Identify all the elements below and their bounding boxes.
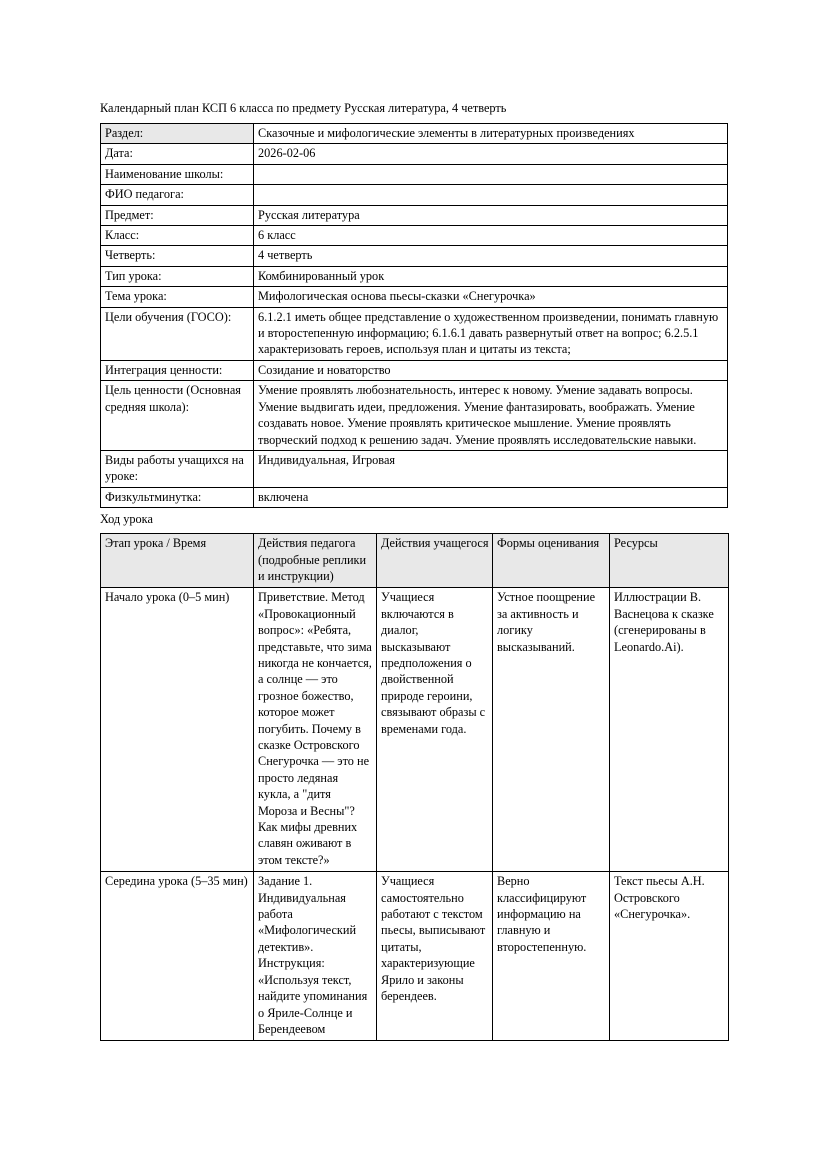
info-row-label: Физкультминутка: (101, 487, 254, 507)
plan-cell-resources: Иллюстрации В. Васнецова к сказке (сгенерированы в Leonardo.Ai). (610, 588, 729, 872)
document-content (100, 100, 728, 1041)
plan-cell-student: Учащиеся самостоятельно работают с текстом пьесы, выписывают цитаты, характеризующие Ярило и законы берендеев. (377, 872, 493, 1041)
plan-header-row (101, 534, 729, 588)
info-row-label: Интеграция ценности: (101, 360, 254, 380)
lesson-plan-body (101, 588, 729, 1041)
plan-column-header: Ресурсы (610, 534, 729, 588)
plan-cell-student: Учащиеся включаются в диалог, высказывают предположения о двойственной природе героини, связывают образы с временами года. (377, 588, 493, 872)
plan-cell-teacher: Приветствие. Метод «Провокационный вопрос»: «Ребята, представьте, что зима никогда не кончается, а солнце — это грозное божество, которое может погубить. Почему в сказке Островского Снегурочка — это не просто ледяная кукла, а "дитя Мороза и Весны"? Как мифы древних славян оживают в этом тексте?» (254, 588, 377, 872)
table-row (101, 588, 729, 872)
plan-cell-stage: Середина урока (5–35 мин) (101, 872, 254, 1041)
plan-cell-assessment: Верно классифицируют информацию на главную и второстепенную. (493, 872, 610, 1041)
info-row-value: Умение проявлять любознательность, интерес к новому. Умение задавать вопросы. Умение выдвигать идеи, предложения. Умение фантазировать, воображать. Умение создавать новое. Умение проявлять критическое мышление. Умение проявлять творческий подход к решению задач. Умение проявлять исследовательские навыки. (254, 381, 728, 451)
plan-column-header: Действия педагога (подробные реплики и инструкции) (254, 534, 377, 588)
lesson-info-body (101, 124, 728, 508)
info-row (101, 450, 728, 487)
info-row-label: Цель ценности (Основная средняя школа): (101, 381, 254, 451)
info-row-value: Русская литература (254, 205, 728, 225)
lesson-info-table (100, 123, 728, 508)
info-row-value: Сказочные и мифологические элементы в литературных произведениях (254, 124, 728, 144)
table-row (101, 872, 729, 1041)
info-row-value: включена (254, 487, 728, 507)
info-row (101, 266, 728, 286)
plan-column-header: Этап урока / Время (101, 534, 254, 588)
info-row-value: Созидание и новаторство (254, 360, 728, 380)
info-row (101, 185, 728, 205)
plan-cell-stage: Начало урока (0–5 мин) (101, 588, 254, 872)
info-row (101, 381, 728, 451)
info-row-label: Предмет: (101, 205, 254, 225)
info-row (101, 246, 728, 266)
info-row-value: 4 четверть (254, 246, 728, 266)
info-row-label: ФИО педагога: (101, 185, 254, 205)
info-row-label: Четверть: (101, 246, 254, 266)
info-row (101, 124, 728, 144)
info-row-label: Виды работы учащихся на уроке: (101, 450, 254, 487)
info-row-value: Мифологическая основа пьесы-сказки «Снегурочка» (254, 287, 728, 307)
info-row-label: Тип урока: (101, 266, 254, 286)
info-row (101, 144, 728, 164)
info-row-value: 2026-02-06 (254, 144, 728, 164)
info-row-label: Наименование школы: (101, 164, 254, 184)
info-row-value: Индивидуальная, Игровая (254, 450, 728, 487)
info-row-label: Тема урока: (101, 287, 254, 307)
plan-column-header: Формы оценивания (493, 534, 610, 588)
info-row-value: Комбинированный урок (254, 266, 728, 286)
lesson-plan-wrapper (100, 533, 728, 1041)
plan-cell-teacher: Задание 1. Индивидуальная работа «Мифологический детектив». Инструкция: «Используя текст, найдите упоминания о Яриле-Солнце и Берендеевом (254, 872, 377, 1041)
info-row-value (254, 185, 728, 205)
plan-column-header: Действия учащегося (377, 534, 493, 588)
lesson-plan-table (100, 533, 729, 1041)
page-title: Календарный план КСП 6 класса по предмету Русская литература, 4 четверть (100, 101, 507, 115)
info-row-value: 6 класс (254, 226, 728, 246)
info-row-label: Цели обучения (ГОСО): (101, 307, 254, 360)
plan-cell-assessment: Устное поощрение за активность и логику высказываний. (493, 588, 610, 872)
info-row (101, 226, 728, 246)
info-row (101, 205, 728, 225)
info-row-label: Раздел: (101, 124, 254, 144)
info-row (101, 287, 728, 307)
info-row (101, 487, 728, 507)
lesson-flow-label: Ход урока (100, 512, 153, 527)
lesson-plan-head (101, 534, 729, 588)
plan-cell-resources: Текст пьесы А.Н. Островского «Снегурочка». (610, 872, 729, 1041)
page-bottom-margin (0, 1065, 827, 1170)
info-row-label: Класс: (101, 226, 254, 246)
info-row-value (254, 164, 728, 184)
info-row (101, 360, 728, 380)
info-row-value: 6.1.2.1 иметь общее представление о художественном произведении, понимать главную и второстепенную информацию; 6.1.6.1 давать развернутый ответ на вопрос; 6.2.5.1 характеризовать героев, используя план и цитаты из текста; (254, 307, 728, 360)
info-row (101, 164, 728, 184)
info-row-label: Дата: (101, 144, 254, 164)
info-row (101, 307, 728, 360)
